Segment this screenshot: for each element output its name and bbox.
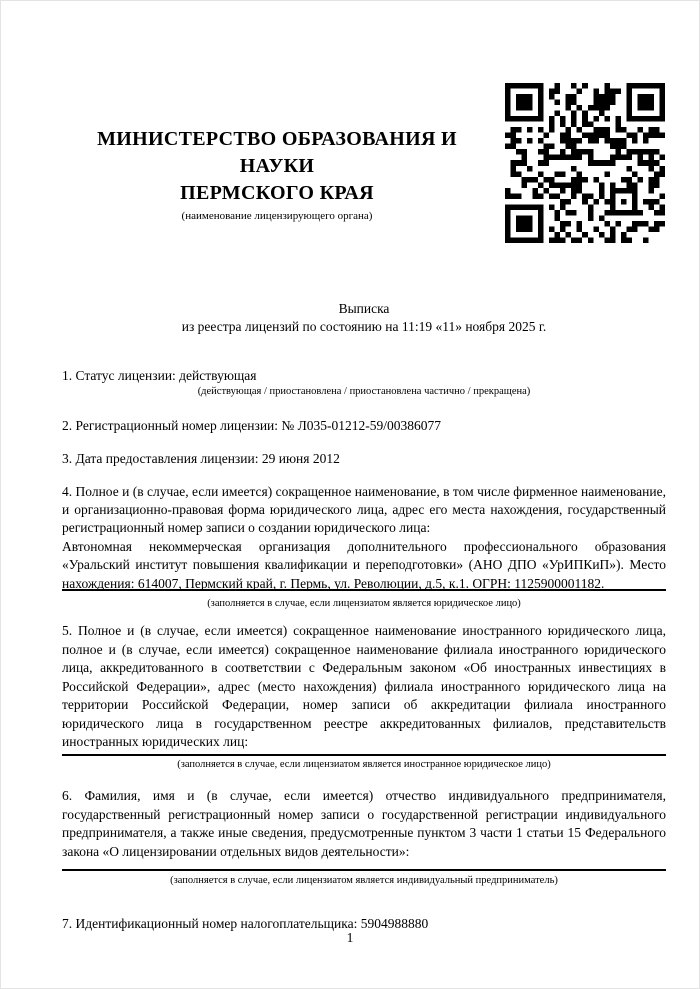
ministry-name-line1: МИНИСТЕРСТВО ОБРАЗОВАНИЯ И НАУКИ bbox=[97, 128, 457, 177]
individual-entrepreneur-note: (заполняется в случае, если лицензиатом является индивидуальный предприниматель) bbox=[170, 874, 558, 886]
licensing-authority-note: (наименование лицензирующего органа) bbox=[181, 210, 373, 222]
document-title: Выписка bbox=[338, 301, 390, 316]
document-body bbox=[62, 300, 666, 933]
licensing-authority-header bbox=[62, 126, 492, 223]
license-grant-date: 3. Дата предоставления лицензии: 29 июня 2012 bbox=[62, 450, 340, 466]
license-status: 1. Статус лицензии: действующая bbox=[62, 367, 257, 383]
license-status-note: (действующая / приостановлена / приостановлена частично / прекращена) bbox=[197, 386, 531, 398]
license-registration-number: 2. Регистрационный номер лицензии: № Л035-01212-59/00386077 bbox=[62, 417, 442, 433]
individual-entrepreneur-label: 6. Фамилия, имя и (в случае, если имеется) отчество индивидуального предпринимателя, государственный регистрационный номер записи о государственной регистрации индивидуального предпринимателя, а также иные сведения, предусмотренные пунктом 3 части 1 статьи 15 Федерального закона «О лицензировании отдельных видов деятельности»: bbox=[62, 788, 666, 859]
page-number: 1 bbox=[346, 930, 354, 945]
ministry-name bbox=[62, 126, 492, 207]
ministry-name-line2: ПЕРМСКОГО КРАЯ bbox=[180, 182, 374, 204]
foreign-entity-note: (заполняется в случае, если лицензиатом является иностранное юридическое лицо) bbox=[177, 759, 551, 771]
legal-entity-value: Автономная некоммерческая организация дополнительного профессионального образования «Уральский институт повышения квалификации и переподготовки» (АНО ДПО «УрИПКиП»). Место нахождения: 614007, Пермский край, г. Пермь, ул. Революции, д.5, к.1. ОГРН: 1125900001182. bbox=[62, 538, 666, 593]
legal-entity-label: 4. Полное и (в случае, если имеется) сокращенное наименование, в том числе фирменное наименование, и организационно-правовая форма юридического лица, адрес его места нахождения, государственный регистрационный номер записи о создании юридического лица: bbox=[62, 483, 666, 536]
individual-entrepreneur-blank-line bbox=[62, 861, 666, 871]
qr-code-icon bbox=[505, 83, 665, 243]
legal-entity-note: (заполняется в случае, если лицензиатом является юридическое лицо) bbox=[207, 597, 521, 609]
document-subtitle: из реестра лицензий по состоянию на 11:19 «11» ноября 2025 г. bbox=[181, 319, 547, 335]
foreign-entity-label: 5. Полное и (в случае, если имеется) сокращенное наименование иностранного юридического лица, полное и (в случае, если имеется) сокращенное наименование филиала иностранного юридического лица, аккредитованного в соответствии с Федеральным законом «Об иностранных инвестициях в Российской Федерации», адрес (место нахождения) филиала иностранного юридического лица на территории Российской Федерации, номер записи об аккредитации филиала иностранного юридического лица в государственном реестре аккредитованных филиалов, представительств иностранных юридических лиц: bbox=[62, 623, 666, 749]
taxpayer-id: 7. Идентификационный номер налогоплательщика: 5904988880 bbox=[62, 915, 429, 931]
foreign-entity-blank-line bbox=[62, 751, 666, 756]
